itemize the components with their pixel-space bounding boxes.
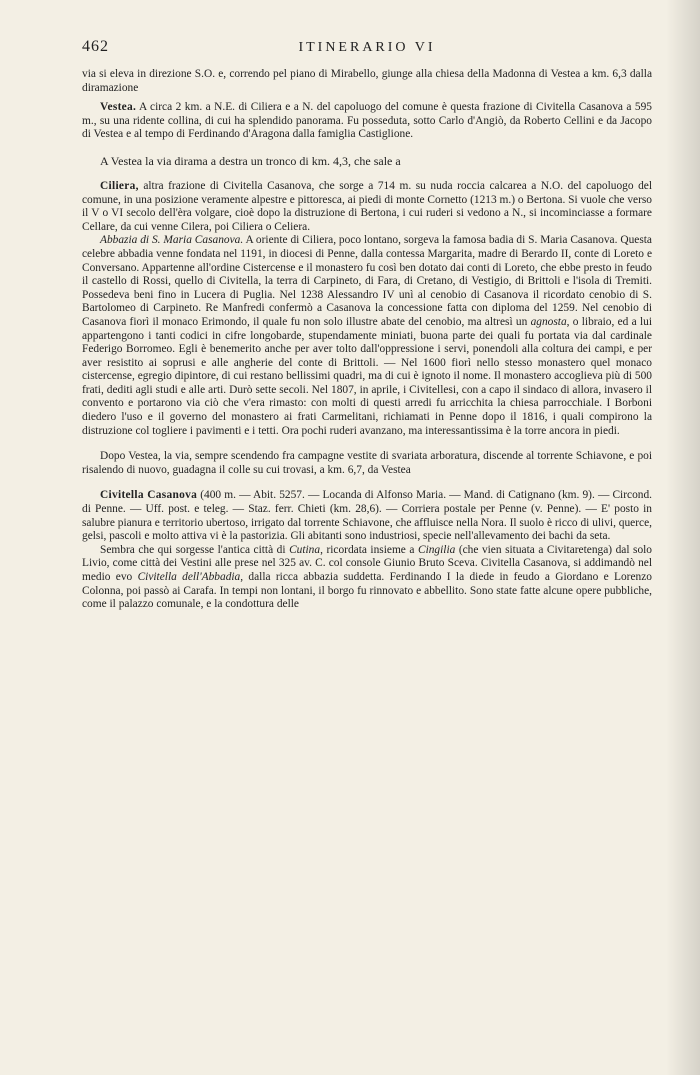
running-header [82, 38, 652, 60]
text-run: , ricordata insieme a [320, 543, 418, 556]
italic-term: Cingilia [417, 543, 456, 556]
paragraph-p3 [82, 154, 652, 168]
body-text [82, 68, 652, 612]
paragraph-p2 [82, 101, 652, 142]
page-number: 462 [82, 38, 109, 55]
italic-term: Cutina [289, 543, 321, 556]
paragraph-p5 [82, 234, 652, 438]
text-run: A circa 2 km. a N.E. di Ciliera e a N. del capoluogo del comune è questa frazione di Civitella Casanova a 595 m., su una ridente collina, di cui ha splendido panorama. Fu posseduta, sotto Carlo d'Angiò, da Roberto Cellini e da Jacopo di Vestea e al tempo di Ferdinando d'Aragona dalla famiglia Castiglione. [82, 101, 652, 141]
book-page [82, 38, 652, 612]
paragraph-p7 [82, 489, 652, 543]
text-run: Dopo Vestea, la via, sempre scendendo fra campagne vestite di svariata arboratura, discende al torrente Schiavone, e poi risalendo di nuovo, guadagna il colle su cui trovasi, a km. 6,7, da Vestea [82, 450, 652, 476]
paragraph-p4 [82, 180, 652, 234]
text-run: A Vestea la via dirama a destra un tronco di km. 4,3, che sale a [100, 153, 401, 168]
text-run: , dalla ricca abbazia suddetta. Ferdinando I la diede in feudo a Giordano e Lorenzo Colonna, poi passò ai Carafa. In tempi non lontani, il borgo fu rinnovato e abbellito. Sono state fatte alcune opere pubbliche, come il palazzo comunale, e la condottura delle [82, 571, 652, 611]
italic-term: Civitella dell'Abbadia [137, 571, 241, 583]
italic-term: Abbazia di S. Maria Casanova. [100, 234, 244, 247]
text-run: A oriente di Ciliera, poco lontano, sorgeva la famosa badia di S. Maria Casanova. Questa celebre abbadia venne fondata nel 1191, in diocesi di Penne, dalla contessa Margarita, madre di Berardo II, conte di Loreto e Conversano. Appartenne all'ordine Cistercense e il monastero fu così ben dotato dai conti di Loreto, che ebbe presto in feudo il castello di Rossi, quello di Civitella, la terra di Carpineto, di Fara, di Cretano, di Vestigio, di Brittoli e l'isola di Tremiti. Possedeva beni fino in Lucera di Puglia. Nel 1238 Alessandro IV unì al cenobio di Casanova il ricordato cenobio di S. Bartolomeo di Carpineto. Re Manfredi confermò a Casanova la concessione fatta con diploma del 1259. Nel cenobio di Casanova fiorì il monaco Erimondo, il quale fu non solo illustre abate del cenobio, ma altresì un [82, 234, 652, 328]
page-edge-shadow [666, 0, 700, 1075]
paragraph-p8 [82, 544, 652, 612]
text-run: , o libraio, ed a lui appartengono i tanti codici in cifre longobarde, stupendamente miniati, buona parte dei quali fu portata via dal cardinale Federigo Borromeo. Egli è benemerito anche per aver tolto dall'oppressione i servi, ponendoli alla coltura dei campi, e per aver resistito ai soprusi e alle angherie del conte di Brittoli. — Nel 1600 fiorì nello stesso monastero quel monaco cistercense, egregio dipintore, di cui restano bellissimi quadri, ma di cui è ignoto il nome. Il monastero accoglieva più di 500 frati, dediti agli studi e alle arti. Durò sette secoli. Nel 1807, in aprile, i Civitellesi, con a capo il sindaco di allora, invasero il convento e portarono via ciò che v'era rimasto: con molti di questi arredi fu arricchita la chiesa parrocchiale. I Borboni diedero l'uso e il governo del monastero ai frati Carmelitani, richiamati in Penne dopo il 1816, i quali compirono la distruzione col togliere i pavimenti e i tetti. Ora pochi ruderi avanzano, ma interessantissima è la torre ancora in piedi. [82, 315, 652, 437]
paragraph-p1 [82, 68, 652, 95]
running-title: ITINERARIO VI [298, 40, 436, 55]
entry-heading: Civitella Casanova [100, 489, 198, 502]
entry-heading: Ciliera, [100, 179, 139, 192]
entry-heading: Vestea. [100, 101, 137, 114]
paragraph-p6 [82, 450, 652, 477]
text-run: Sembra che qui sorgesse l'antica città di [100, 543, 290, 556]
text-run: (che vien situata a Civitaretenga) dal solo Livio, come città dei Vestini alle prese nel 325 av. C. col console Giunio Bruto Sceva. Civitella Casanova, si addimandò nel medio evo [82, 543, 652, 583]
text-run: (400 m. — Abit. 5257. — Locanda di Alfonso Maria. — Mand. di Catignano (km. 9). — Circond. di Penne. — Uff. post. e teleg. — Staz. ferr. Chieti (km. 28,6). — Corriera postale per Penne (v. Penne). — E' posto in salubre pianura e territorio ubertoso, irrigato dal torrente Schiavone, che affluisce nella Nora. Il suolo è ricco di ulivi, querce, gelsi, pascoli e molto attiva vi è la pastorizia. Gli abitanti sono industriosi, specie nell'allevamento dei bachi da seta. [82, 489, 653, 543]
italic-term: agnosta [530, 315, 567, 328]
text-run: via si eleva in direzione S.O. e, correndo pel piano di Mirabello, giunge alla chiesa della Madonna di Vestea a km. 6,3 dalla diramazione [82, 68, 652, 94]
text-run: altra frazione di Civitella Casanova, che sorge a 714 m. su nuda roccia calcarea a N.O. del capoluogo del comune, in una posizione veramente alpestre e pittoresca, ai piedi di monte Cornetto (1213 m.) o Bertona. Si vuole che verso il V o VI secolo dell'èra volgare, cioè dopo la distruzione di Bertona, i cui ruderi si vedono a N., si incominciasse a formare Cellare, da cui venne Cilera, poi Ciliera o Celiera. [82, 179, 652, 233]
